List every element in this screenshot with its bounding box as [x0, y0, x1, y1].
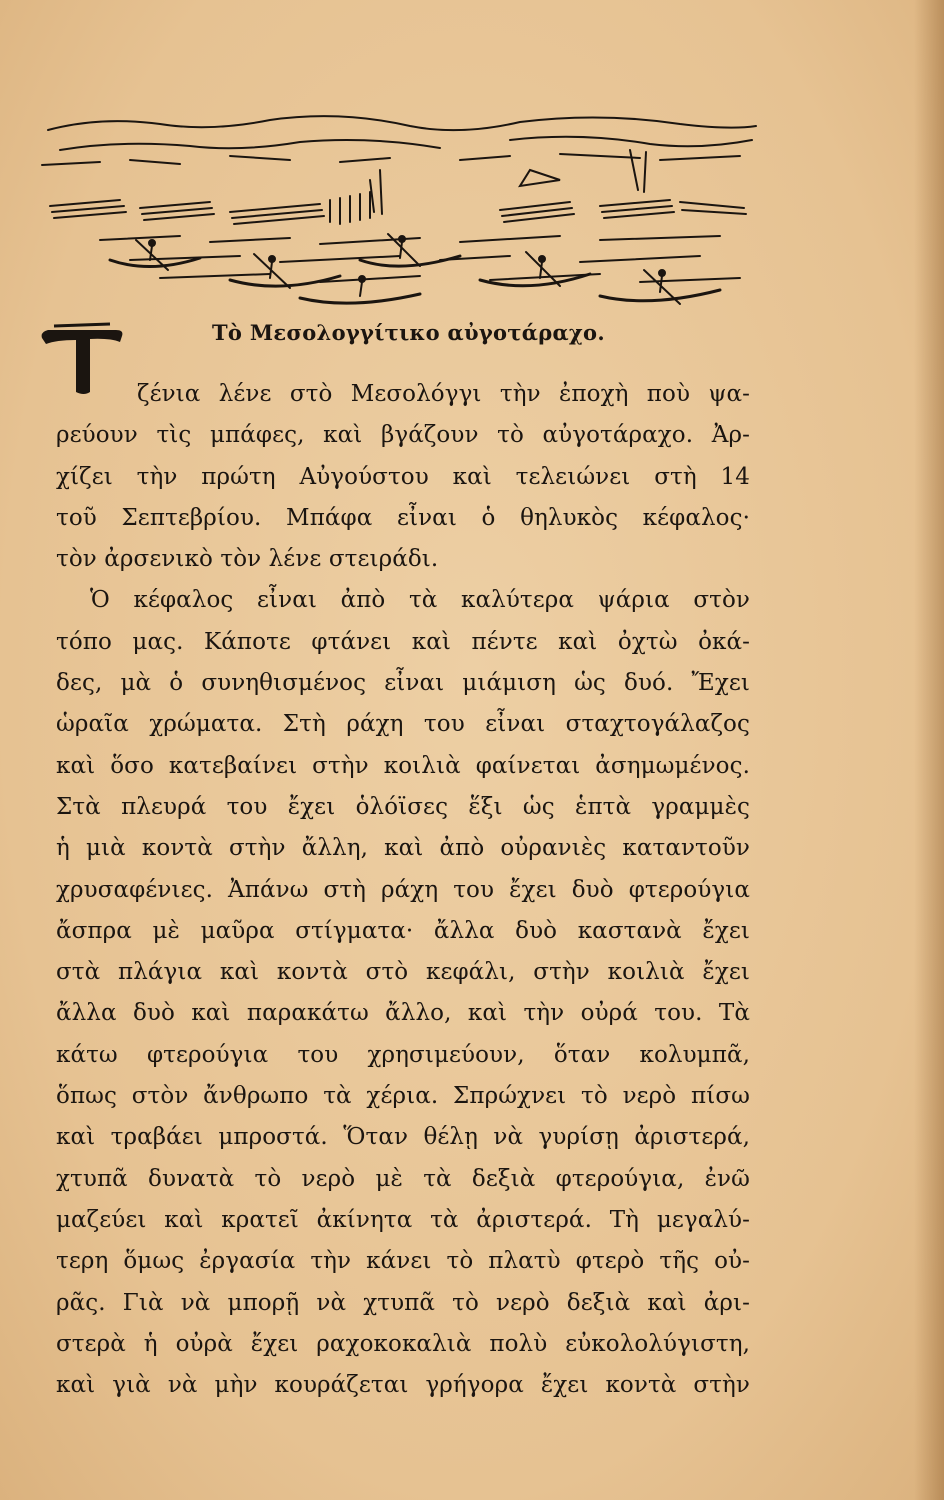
text-line: κάτω φτερούγια του χρησιμεύουν, ὅταν κολυμπᾶ,	[56, 1041, 750, 1068]
lagoon-boats-illustration	[40, 110, 760, 320]
text-line: δες, μὰ ὁ συνηθισμένος εἶναι μιάμιση ὡς δυό. Ἔχει	[56, 670, 750, 697]
page-gutter-shadow	[914, 0, 944, 1500]
text-line: ρεύουν τὶς μπάφες, καὶ βγάζουν τὸ αὐγοτάραχο. Ἀρ-	[56, 422, 750, 449]
chapter-title: Τὸ Μεσολογγίτικο αὐγοτάραχο.	[212, 320, 605, 345]
body-text	[56, 374, 750, 1406]
text-line: μαζεύει καὶ κρατεῖ ἀκίνητα τὰ ἀριστερά. Τὴ μεγαλύ-	[56, 1206, 750, 1233]
text-line: Στὰ πλευρά του ἔχει ὁλόϊσες ἕξι ὡς ἑπτὰ γραμμὲς	[56, 793, 750, 820]
text-line: χίζει τὴν πρώτη Αὐγούστου καὶ τελειώνει στὴ 14	[56, 463, 750, 490]
text-line: τερη ὅμως ἐργασία τὴν κάνει τὸ πλατὺ φτερὸ τῆς οὐ-	[56, 1248, 750, 1275]
text-line: ἄλλα δυὸ καὶ παρακάτω ἄλλο, καὶ τὴν οὐρά του. Τὰ	[56, 1000, 750, 1027]
text-line: ὅπως στὸν ἄνθρωπο τὰ χέρια. Σπρώχνει τὸ νερὸ πίσω	[56, 1083, 750, 1110]
text-line: καὶ ὅσο κατεβαίνει στὴν κοιλιὰ φαίνεται ἀσημωμένος.	[56, 752, 750, 779]
text-line: ὡραῖα χρώματα. Στὴ ράχη του εἶναι σταχτογάλαζος	[56, 711, 750, 738]
text-line: χρυσαφένιες. Ἀπάνω στὴ ράχη του ἔχει δυὸ φτερούγια	[56, 876, 750, 903]
text-line: ἄσπρα μὲ μαῦρα στίγματα· ἄλλα δυὸ καστανὰ ἔχει	[56, 917, 750, 944]
text-line: στὰ πλάγια καὶ κοντὰ στὸ κεφάλι, στὴν κοιλιὰ ἔχει	[56, 959, 750, 986]
text-line: καὶ γιὰ νὰ μὴν κουράζεται γρήγορα ἔχει κοντὰ στὴν	[56, 1372, 750, 1399]
text-line: ρᾶς. Γιὰ νὰ μπορῇ νὰ χτυπᾶ τὸ νερὸ δεξιὰ καὶ ἀρι-	[56, 1289, 750, 1316]
text-line: τόπο μας. Κάποτε φτάνει καὶ πέντε καὶ ὀχτὼ ὀκά-	[56, 628, 750, 655]
text-line: καὶ τραβάει μπροστά. Ὅταν θέλῃ νὰ γυρίσῃ ἀριστερά,	[56, 1124, 750, 1151]
text-line: Ὁ κέφαλος εἶναι ἀπὸ τὰ καλύτερα ψάρια στὸν	[90, 587, 750, 614]
text-line: ἡ μιὰ κοντὰ στὴν ἄλλη, καὶ ἀπὸ οὐρανιὲς καταντοῦν	[56, 835, 750, 862]
text-line: χτυπᾶ δυνατὰ τὸ νερὸ μὲ τὰ δεξιὰ φτερούγια, ἐνῶ	[56, 1165, 750, 1192]
text-line: ζένια λένε στὸ Μεσολόγγι τὴν ἐποχὴ ποὺ ψα-	[137, 381, 750, 407]
text-line: τοῦ Σεπτεβρίου. Μπάφα εἶναι ὁ θηλυκὸς κέφαλος·	[56, 504, 750, 531]
text-line: τὸν ἀρσενικὸ τὸν λένε στειράδι.	[56, 546, 439, 573]
text-line: στερὰ ἡ οὐρὰ ἔχει ραχοκοκαλιὰ πολὺ εὐκολολύγιστη,	[56, 1330, 750, 1357]
